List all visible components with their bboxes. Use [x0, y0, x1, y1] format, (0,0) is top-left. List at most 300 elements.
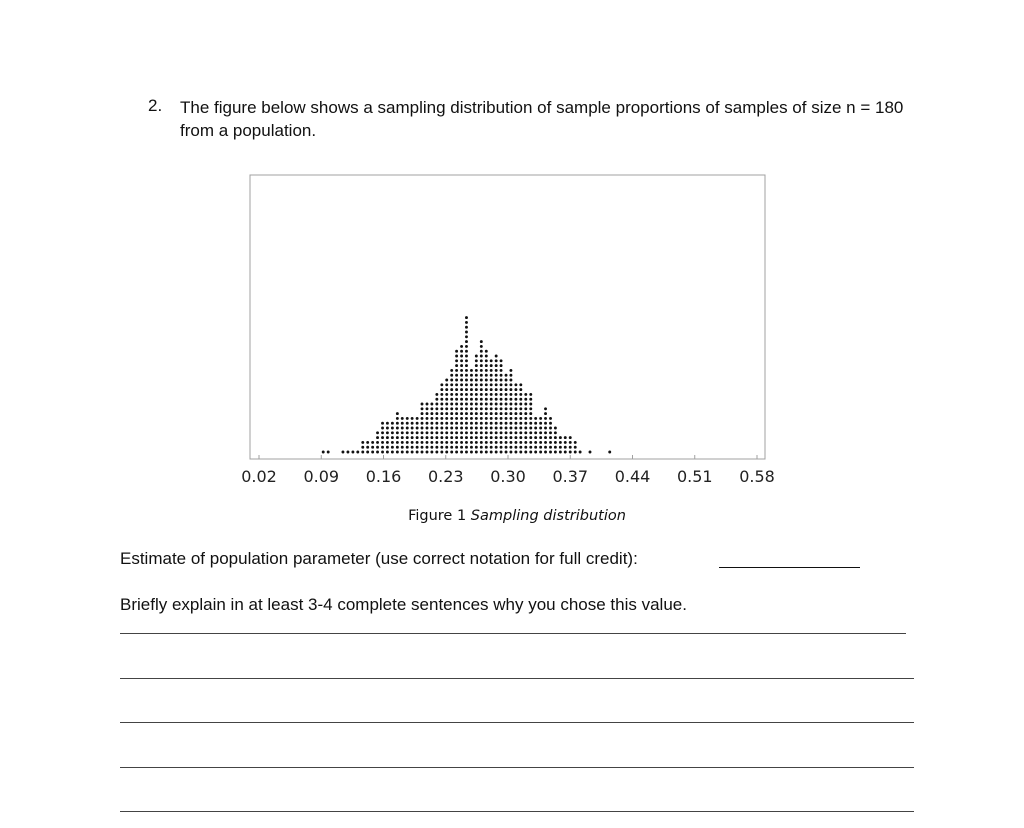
dot-point	[435, 398, 438, 401]
dot-point	[475, 422, 478, 425]
dot-point	[519, 412, 522, 415]
estimate-prompt: Estimate of population parameter (use correct notation for full credit):	[120, 549, 638, 568]
dot-point	[495, 427, 498, 430]
dot-point	[450, 417, 453, 420]
dot-point	[505, 422, 508, 425]
dot-point	[490, 417, 493, 420]
dot-point	[406, 451, 409, 454]
dot-point	[529, 407, 532, 410]
dot-point	[401, 417, 404, 420]
dot-point	[534, 417, 537, 420]
dot-point	[505, 374, 508, 377]
dot-point	[524, 407, 527, 410]
dot-point	[529, 403, 532, 406]
dot-point	[322, 451, 325, 454]
dot-point	[460, 383, 463, 386]
dot-point	[544, 441, 547, 444]
dot-point	[460, 451, 463, 454]
dot-point	[544, 431, 547, 434]
dot-point	[445, 427, 448, 430]
dot-point	[470, 407, 473, 410]
dot-point	[450, 412, 453, 415]
dot-point	[460, 364, 463, 367]
dot-point	[430, 436, 433, 439]
dot-point	[430, 441, 433, 444]
x-tick-label: 0.02	[241, 467, 277, 486]
dot-point	[346, 451, 349, 454]
dot-point	[480, 441, 483, 444]
dot-point	[485, 393, 488, 396]
dot-point	[470, 398, 473, 401]
dot-point	[440, 441, 443, 444]
dot-point	[411, 451, 414, 454]
dot-point	[569, 446, 572, 449]
dot-point	[509, 427, 512, 430]
dot-point	[465, 403, 468, 406]
x-tick-label: 0.58	[739, 467, 775, 486]
dot-point	[505, 436, 508, 439]
dot-point	[505, 407, 508, 410]
dot-point	[465, 350, 468, 353]
dot-point	[500, 436, 503, 439]
dot-point	[327, 451, 330, 454]
dot-point	[421, 412, 424, 415]
dot-point	[519, 431, 522, 434]
dot-point	[490, 407, 493, 410]
dot-point	[500, 412, 503, 415]
dot-point	[524, 446, 527, 449]
dot-point	[470, 379, 473, 382]
dot-point	[505, 417, 508, 420]
dot-point	[505, 388, 508, 391]
dot-point	[445, 403, 448, 406]
dot-point	[435, 427, 438, 430]
dot-point	[475, 431, 478, 434]
dot-point	[559, 436, 562, 439]
dot-point	[505, 412, 508, 415]
answer-line-2[interactable]	[120, 678, 914, 679]
dot-point	[554, 427, 557, 430]
dot-point	[440, 398, 443, 401]
dot-point	[509, 369, 512, 372]
dot-point	[440, 431, 443, 434]
dot-point	[465, 388, 468, 391]
dot-point	[465, 374, 468, 377]
dot-point	[396, 431, 399, 434]
dot-point	[470, 383, 473, 386]
dot-point	[490, 446, 493, 449]
dot-point	[514, 417, 517, 420]
dot-point	[485, 422, 488, 425]
dot-point	[396, 451, 399, 454]
dot-point	[539, 427, 542, 430]
dot-point	[544, 422, 547, 425]
dot-point	[505, 393, 508, 396]
dot-point	[544, 407, 547, 410]
dot-point	[450, 398, 453, 401]
dot-point	[376, 451, 379, 454]
dot-point	[430, 403, 433, 406]
dot-point	[440, 436, 443, 439]
dot-point	[559, 441, 562, 444]
dot-point	[480, 340, 483, 343]
x-tick-label: 0.23	[427, 467, 464, 486]
dot-point	[509, 441, 512, 444]
dot-point	[455, 427, 458, 430]
dot-point	[401, 441, 404, 444]
dot-point	[509, 398, 512, 401]
dot-point	[524, 398, 527, 401]
dot-point	[401, 422, 404, 425]
dot-point	[514, 436, 517, 439]
dot-point	[430, 412, 433, 415]
dot-point	[421, 427, 424, 430]
dot-point	[539, 451, 542, 454]
dot-point	[396, 441, 399, 444]
dot-point	[455, 369, 458, 372]
dot-point	[445, 407, 448, 410]
dot-point	[485, 374, 488, 377]
dot-point	[529, 446, 532, 449]
dot-point	[485, 359, 488, 362]
dot-point	[465, 383, 468, 386]
dot-point	[505, 427, 508, 430]
dot-point	[495, 369, 498, 372]
dot-point	[450, 369, 453, 372]
dot-point	[465, 431, 468, 434]
dot-point	[450, 393, 453, 396]
dot-point	[411, 431, 414, 434]
dot-point	[480, 364, 483, 367]
dot-point	[470, 436, 473, 439]
dot-point	[386, 427, 389, 430]
dot-point	[505, 431, 508, 434]
dot-point	[495, 436, 498, 439]
dot-point	[460, 379, 463, 382]
dot-point	[435, 407, 438, 410]
dot-point	[396, 436, 399, 439]
dot-point	[470, 422, 473, 425]
dot-point	[519, 422, 522, 425]
dot-point	[500, 398, 503, 401]
dot-point	[445, 436, 448, 439]
dot-point	[455, 417, 458, 420]
dot-point	[435, 441, 438, 444]
dot-point	[435, 431, 438, 434]
dot-point	[426, 431, 429, 434]
dot-point	[465, 417, 468, 420]
dot-point	[366, 451, 369, 454]
dot-point	[509, 436, 512, 439]
dot-point	[529, 441, 532, 444]
dot-point	[460, 422, 463, 425]
dot-point	[529, 427, 532, 430]
question-number: 2.	[148, 96, 163, 115]
dot-point	[485, 388, 488, 391]
dot-point	[455, 422, 458, 425]
dot-point	[366, 446, 369, 449]
dot-point	[421, 446, 424, 449]
dot-point	[435, 403, 438, 406]
dot-point	[470, 451, 473, 454]
dot-point	[524, 436, 527, 439]
dot-point	[430, 417, 433, 420]
dot-point	[549, 427, 552, 430]
dot-point	[455, 451, 458, 454]
dot-point	[495, 412, 498, 415]
dot-point	[500, 403, 503, 406]
dot-point	[465, 407, 468, 410]
estimate-answer-blank[interactable]	[719, 567, 860, 568]
dot-point	[381, 431, 384, 434]
dot-point	[445, 393, 448, 396]
x-tick-label: 0.09	[303, 467, 340, 486]
dot-point	[455, 393, 458, 396]
dot-point	[519, 403, 522, 406]
dot-point	[495, 355, 498, 358]
dot-point	[519, 451, 522, 454]
dot-point	[465, 316, 468, 319]
dot-point	[465, 345, 468, 348]
dot-point	[529, 422, 532, 425]
dot-point	[470, 441, 473, 444]
answer-line-3[interactable]	[120, 722, 914, 723]
dot-point	[371, 441, 374, 444]
dot-point	[396, 422, 399, 425]
dot-point	[401, 427, 404, 430]
dot-point	[519, 441, 522, 444]
dot-point	[500, 446, 503, 449]
dot-point	[480, 403, 483, 406]
dot-point	[470, 374, 473, 377]
dot-point	[381, 441, 384, 444]
dot-point	[426, 451, 429, 454]
dot-point	[460, 403, 463, 406]
dot-point	[509, 379, 512, 382]
dot-point	[445, 422, 448, 425]
dot-point	[465, 364, 468, 367]
dot-point	[495, 422, 498, 425]
dot-point	[524, 431, 527, 434]
dot-point	[376, 431, 379, 434]
dot-point	[450, 383, 453, 386]
dot-point	[519, 393, 522, 396]
dot-point	[435, 436, 438, 439]
dot-point	[480, 393, 483, 396]
dot-point	[450, 422, 453, 425]
dot-point	[485, 441, 488, 444]
dot-point	[445, 383, 448, 386]
dot-point	[574, 451, 577, 454]
dot-point	[554, 436, 557, 439]
dot-point	[416, 422, 419, 425]
dot-point	[480, 374, 483, 377]
dot-point	[554, 431, 557, 434]
dot-point	[490, 383, 493, 386]
dot-point	[490, 422, 493, 425]
dot-point	[495, 407, 498, 410]
dot-point	[485, 417, 488, 420]
dot-point	[435, 412, 438, 415]
dot-point	[509, 451, 512, 454]
dot-point	[539, 436, 542, 439]
dot-point	[544, 436, 547, 439]
dot-point	[485, 412, 488, 415]
dot-point	[396, 446, 399, 449]
dot-point	[435, 451, 438, 454]
dot-point	[465, 379, 468, 382]
dot-point	[445, 388, 448, 391]
dot-point	[475, 393, 478, 396]
dot-point	[445, 451, 448, 454]
dot-point	[480, 436, 483, 439]
dot-point	[440, 388, 443, 391]
dot-point	[519, 446, 522, 449]
dot-point	[465, 446, 468, 449]
dot-point	[544, 412, 547, 415]
dot-point	[485, 407, 488, 410]
dot-point	[519, 398, 522, 401]
dot-point	[519, 427, 522, 430]
dot-point	[480, 379, 483, 382]
dot-point	[539, 422, 542, 425]
dot-point	[406, 431, 409, 434]
dot-point	[381, 427, 384, 430]
dot-point	[396, 412, 399, 415]
dot-point	[460, 350, 463, 353]
dot-point	[495, 403, 498, 406]
dot-point	[455, 412, 458, 415]
dot-point	[529, 393, 532, 396]
dot-point	[475, 412, 478, 415]
dot-point	[406, 422, 409, 425]
dot-point	[480, 398, 483, 401]
dot-point	[490, 436, 493, 439]
dot-point	[490, 412, 493, 415]
dot-point	[490, 379, 493, 382]
dot-point	[559, 451, 562, 454]
dot-point	[549, 441, 552, 444]
dot-point	[549, 436, 552, 439]
dot-point	[509, 388, 512, 391]
dot-point	[490, 431, 493, 434]
dot-point	[500, 417, 503, 420]
dot-point	[460, 436, 463, 439]
answer-line-5[interactable]	[120, 811, 914, 812]
dot-point	[455, 374, 458, 377]
dot-point	[450, 403, 453, 406]
dot-point	[470, 369, 473, 372]
dot-point	[480, 451, 483, 454]
dot-point	[416, 431, 419, 434]
dot-point	[411, 422, 414, 425]
dot-point	[529, 398, 532, 401]
dot-point	[406, 446, 409, 449]
dot-point	[430, 407, 433, 410]
dot-point	[470, 412, 473, 415]
dot-point	[465, 321, 468, 324]
dot-point	[495, 388, 498, 391]
dot-point	[416, 436, 419, 439]
dot-point	[440, 417, 443, 420]
dot-point	[514, 403, 517, 406]
dot-point	[450, 388, 453, 391]
dot-point	[569, 441, 572, 444]
dot-point	[421, 422, 424, 425]
dot-point	[475, 383, 478, 386]
question-text: The figure below shows a sampling distribution of sample proportions of samples of size n = 180 from a population.	[180, 98, 904, 140]
dot-point	[401, 431, 404, 434]
dot-point	[435, 417, 438, 420]
dot-point	[475, 427, 478, 430]
dot-point	[519, 383, 522, 386]
dot-point	[509, 374, 512, 377]
answer-line-1[interactable]	[120, 633, 906, 634]
dot-point	[366, 441, 369, 444]
dot-point	[480, 422, 483, 425]
dot-point	[455, 407, 458, 410]
dot-point	[435, 393, 438, 396]
dot-point	[465, 355, 468, 358]
dot-point	[465, 331, 468, 334]
dot-point	[480, 345, 483, 348]
dot-point	[495, 446, 498, 449]
dot-point	[391, 451, 394, 454]
dot-point	[608, 451, 611, 454]
dot-point	[450, 446, 453, 449]
dot-point	[475, 407, 478, 410]
dot-point	[470, 446, 473, 449]
dot-point	[519, 436, 522, 439]
dot-point	[490, 388, 493, 391]
dot-point	[485, 403, 488, 406]
dot-point	[529, 451, 532, 454]
dot-point	[440, 403, 443, 406]
dot-point	[485, 379, 488, 382]
dot-point	[426, 436, 429, 439]
dot-point	[455, 388, 458, 391]
dot-point	[534, 441, 537, 444]
dot-point	[470, 393, 473, 396]
dot-point	[411, 417, 414, 420]
dot-point	[351, 451, 354, 454]
dot-point	[475, 374, 478, 377]
answer-line-4[interactable]	[120, 767, 914, 768]
dot-point	[514, 451, 517, 454]
dot-point	[391, 427, 394, 430]
dot-point	[500, 407, 503, 410]
dot-point	[450, 431, 453, 434]
dot-point	[430, 451, 433, 454]
dot-point	[495, 393, 498, 396]
dot-point	[514, 441, 517, 444]
dot-point	[416, 427, 419, 430]
dot-point	[460, 398, 463, 401]
dot-point	[490, 359, 493, 362]
dot-point	[470, 417, 473, 420]
dot-point	[426, 422, 429, 425]
dot-point	[509, 431, 512, 434]
dot-point	[445, 446, 448, 449]
dot-point	[534, 451, 537, 454]
dot-point	[544, 451, 547, 454]
dot-point	[485, 431, 488, 434]
dot-point	[490, 403, 493, 406]
dot-point	[485, 350, 488, 353]
dot-point	[455, 355, 458, 358]
dot-point	[529, 436, 532, 439]
dot-point	[416, 417, 419, 420]
